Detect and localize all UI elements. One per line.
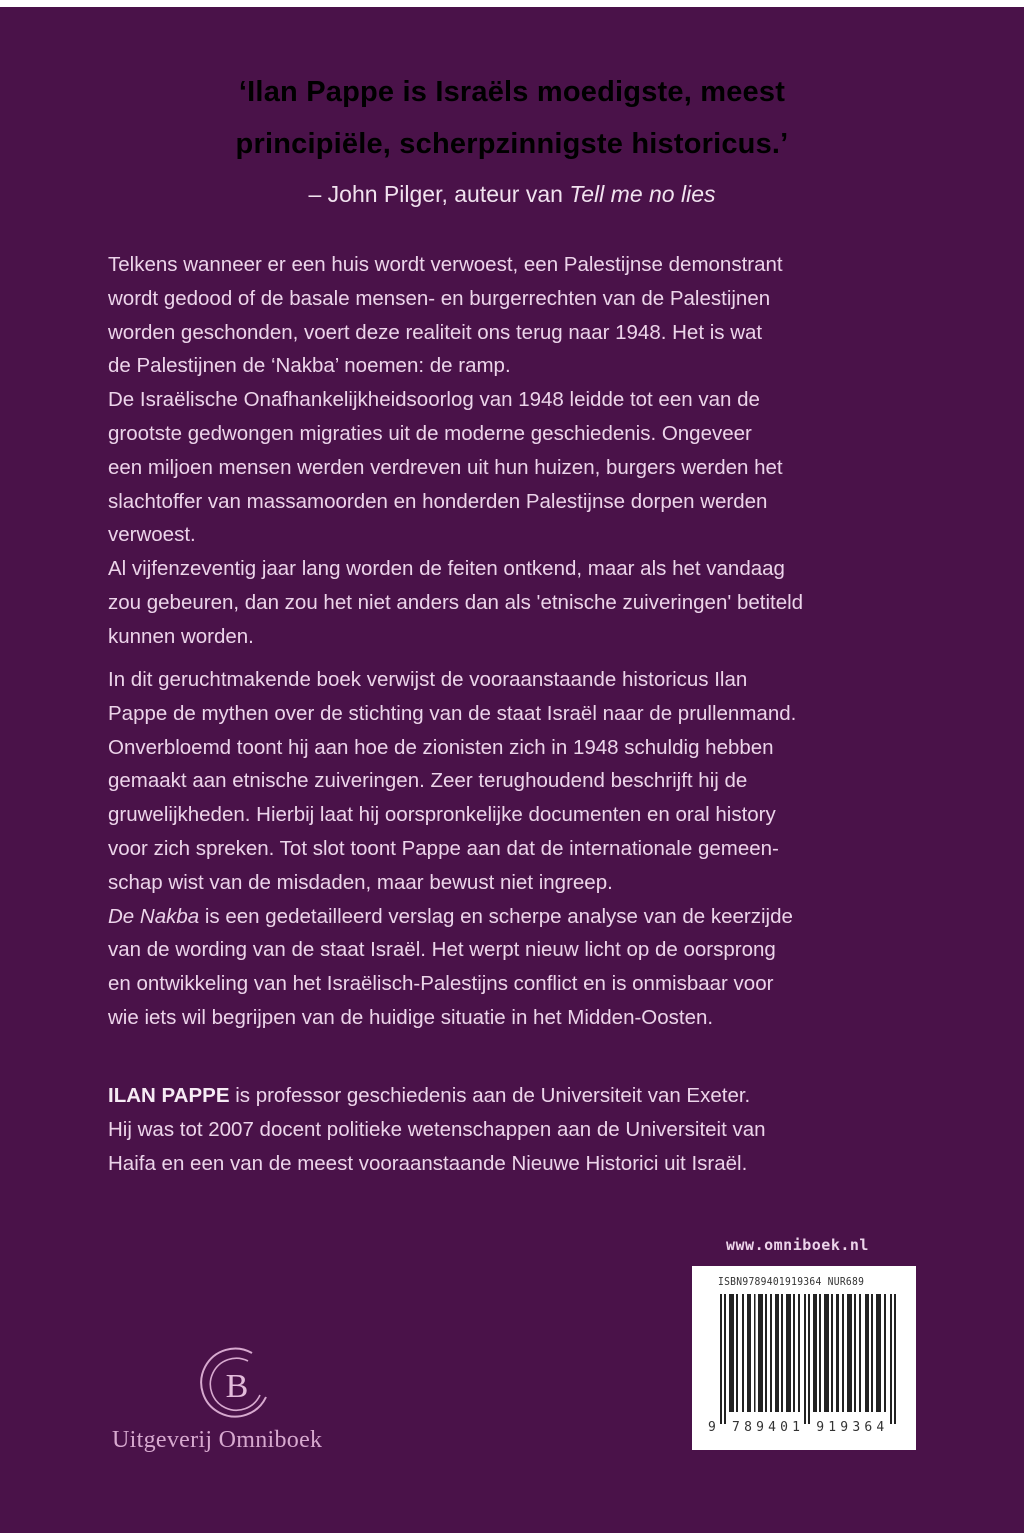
blurb-line: De Israëlische Onafhankelijkheidsoorlog van 1948 leidde tot een van de [108, 388, 760, 412]
blurb-line: wie iets wil begrijpen van de huidige situatie in het Midden-Oosten. [108, 1005, 714, 1029]
blurb-line: wordt gedood of de basale mensen- en burgerrechten van de Palestijnen [108, 286, 771, 310]
blurb-paragraph-1 [108, 248, 923, 654]
blurb-line: Pappe de mythen over de stichting van de staat Israël naar de prullenmand. [108, 701, 797, 725]
blurb-line: zou gebeuren, dan zou het niet anders dan als 'etnische zuiveringen' betiteld [108, 590, 804, 614]
publisher-url: www.omniboek.nl [726, 1236, 869, 1254]
author-bio [108, 1079, 923, 1180]
barcode-digits: 9 789401 919364 [708, 1420, 889, 1435]
book-back-cover [0, 7, 1024, 1533]
author-bio-line: Haifa en een van de meest vooraanstaande Nieuwe Historici uit Israël. [108, 1151, 748, 1175]
author-bio-line: Hij was tot 2007 docent politieke wetenschappen aan de Universiteit van [108, 1117, 766, 1141]
author-bio-text: is professor geschiedenis aan de Universiteit van Exeter. [229, 1084, 751, 1107]
barcode-icon [720, 1294, 896, 1424]
blurb-text: is een gedetailleerd verslag en scherpe analyse van de keerzijde [199, 904, 793, 928]
quote-line-1: ‘Ilan Pappe is Israëls moedigste, meest [238, 76, 786, 108]
blurb-line: grootste gedwongen migraties uit de moderne geschiedenis. Ongeveer [108, 421, 752, 445]
blurb-line: Al vijfenzeventig jaar lang worden de feiten ontkend, maar als het vandaag [108, 557, 785, 581]
quote-attribution [0, 181, 1024, 208]
omniboek-logo-icon [200, 1345, 272, 1423]
publisher-name: Uitgeverij Omniboek [112, 1427, 323, 1453]
blurb-line: In dit geruchtmakende boek verwijst de vooraanstaande historicus Ilan [108, 668, 748, 691]
blurb-line: een miljoen mensen werden verdreven uit hun huizen, burgers werden het [108, 455, 783, 479]
blurb-line: de Palestijnen de ‘Nakba’ noemen: de ramp. [108, 354, 511, 378]
isbn-label: ISBN9789401919364 NUR689 [718, 1276, 865, 1288]
blurb-line-title [108, 900, 923, 934]
blurb-line: verwoest. [108, 523, 196, 547]
blurb-line: gruwelijkheden. Hierbij laat hij oorspronkelijke documenten en oral history [108, 803, 776, 827]
blurb-paragraph-2 [108, 663, 923, 1035]
attribution-author: – John Pilger, auteur van [308, 181, 570, 207]
blurb-line: kunnen worden. [108, 624, 254, 648]
blurb-line: worden geschonden, voert deze realiteit ons terug naar 1948. Het is wat [108, 320, 763, 344]
blurb-line: van de wording van de staat Israël. Het werpt nieuw licht op de oorsprong [108, 938, 776, 962]
blurb-line: Telkens wanneer er een huis wordt verwoest, een Palestijnse demonstrant [108, 253, 783, 276]
blurb-line: voor zich spreken. Tot slot toont Pappe aan dat de internationale gemeen- [108, 836, 779, 860]
svg-text:B: B [225, 1368, 249, 1405]
blurb-line: en ontwikkeling van het Israëlisch-Palestijns conflict en is onmisbaar voor [108, 972, 774, 996]
attribution-book-title: Tell me no lies [569, 181, 716, 207]
author-name: ILAN PAPPE [108, 1084, 230, 1107]
quote-line-2: principiële, scherpzinnigste historicus.’ [235, 128, 789, 160]
author-bio-line [108, 1079, 923, 1113]
blurb-line: gemaakt aan etnische zuiveringen. Zeer terughoudend beschrijft hij de [108, 769, 748, 793]
blurb-line: Onverbloemd toont hij aan hoe de zionisten zich in 1948 schuldig hebben [108, 735, 774, 759]
book-title-italic: De Nakba [108, 904, 200, 928]
blurb-line: slachtoffer van massamoorden en honderden Palestijnse dorpen werden [108, 489, 768, 513]
blurb-line: schap wist van de misdaden, maar bewust niet ingreep. [108, 870, 613, 894]
barcode-box [692, 1266, 916, 1450]
publisher-logo [112, 1345, 372, 1465]
